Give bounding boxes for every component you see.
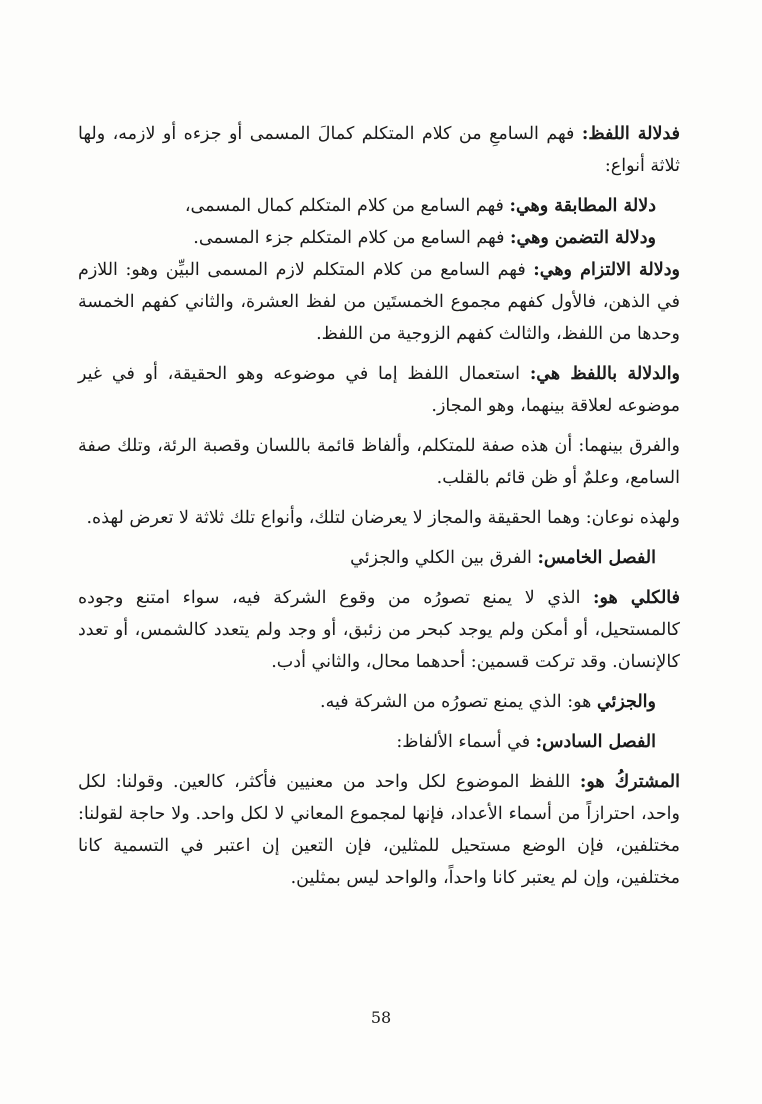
section-heading: [78, 726, 680, 758]
paragraph: [78, 686, 680, 718]
paragraph-text: ولهذه نوعان: وهما الحقيقة والمجاز لا يعرضان لتلك، وأنواع تلك ثلاثة لا تعرض لهذه.: [86, 508, 680, 528]
paragraph: [78, 502, 680, 534]
paragraph: [78, 766, 680, 894]
term-lead: دلالة المطابقة وهي:: [509, 196, 656, 216]
heading-text: في أسماء الألفاظ:: [396, 732, 536, 752]
term-lead: المشتركُ هو:: [579, 772, 680, 792]
body-text: [78, 118, 680, 902]
heading-lead: الفصل السادس:: [535, 732, 656, 752]
paragraph: [78, 254, 680, 350]
paragraph-text: فهم السامع من كلام المتكلم جزء المسمى.: [193, 228, 511, 248]
paragraph-text: فهم السامعِ من كلام المتكلم كمالَ المسمى أو جزءه أو لازمه، ولها ثلاثة أنواع:: [78, 124, 680, 176]
paragraph: [78, 190, 680, 222]
paragraph: [78, 118, 680, 182]
paragraph-text: الذي لا يمنع تصورُه من وقوع الشركة فيه، سواء امتنع وجوده كالمستحيل، أو أمكن ولم يوجد كبحر من زئبق، أو وجد ولم يتعدد كالشمس، أو تعدد كالإنسان. وقد تركت قسمين: أحدهما محال، والثاني أدب.: [78, 588, 680, 672]
term-lead: فدلالة اللفظ:: [581, 124, 681, 144]
section-heading: [78, 542, 680, 574]
paragraph: [78, 222, 680, 254]
page-number: 58: [370, 1008, 392, 1027]
paragraph: [78, 582, 680, 678]
term-lead: ودلالة التضمن وهي:: [510, 228, 656, 248]
paragraph: [78, 430, 680, 494]
paragraph-text: اللفظ الموضوع لكل واحد من معنيين فأكثر، كالعين. وقولنا: لكل واحد، احترازاً من أسماء الأعداد، فإنها لمجموع المعاني لا لكل واحد. ولا حاجة لقولنا: مختلفين، فإن الوضع مستحيل للمثلين، فإن التعين إن اعتبر في التسمية كانا مختلفين، وإن لم يعتبر كانا واحداً، والواحد ليس بمثلين.: [78, 772, 680, 888]
term-lead: والدلالة باللفظ هي:: [529, 364, 681, 384]
paragraph-text: والفرق بينهما: أن هذه صفة للمتكلم، وألفاظ قائمة باللسان وقصبة الرئة، وتلك صفة السامع، وعلمٌ أو ظن قائم بالقلب.: [78, 436, 680, 488]
term-lead: والجزئي: [596, 692, 656, 712]
paragraph-text: فهم السامع من كلام المتكلم كمال المسمى،: [184, 196, 510, 216]
paragraph-text: استعمال اللفظ إما في موضوعه وهو الحقيقة، أو في غير موضوعه لعلاقة بينهما، وهو المجاز.: [78, 364, 680, 416]
term-lead: ودلالة الالتزام وهي:: [533, 260, 680, 280]
paragraph-text: هو: الذي يمنع تصورُه من الشركة فيه.: [320, 692, 597, 712]
heading-text: الفرق بين الكلي والجزئي: [350, 548, 538, 568]
paragraph-text: فهم السامع من كلام المتكلم لازم المسمى البيِّن وهو: اللازم في الذهن، فالأول كفهم مجموع الخمستَين من لفظ العشرة، والثاني كفهم الخمسة وحدها من اللفظ، والثالث كفهم الزوجية من اللفظ.: [78, 260, 680, 344]
term-lead: فالكلي هو:: [593, 588, 680, 608]
heading-lead: الفصل الخامس:: [537, 548, 656, 568]
paragraph: [78, 358, 680, 422]
